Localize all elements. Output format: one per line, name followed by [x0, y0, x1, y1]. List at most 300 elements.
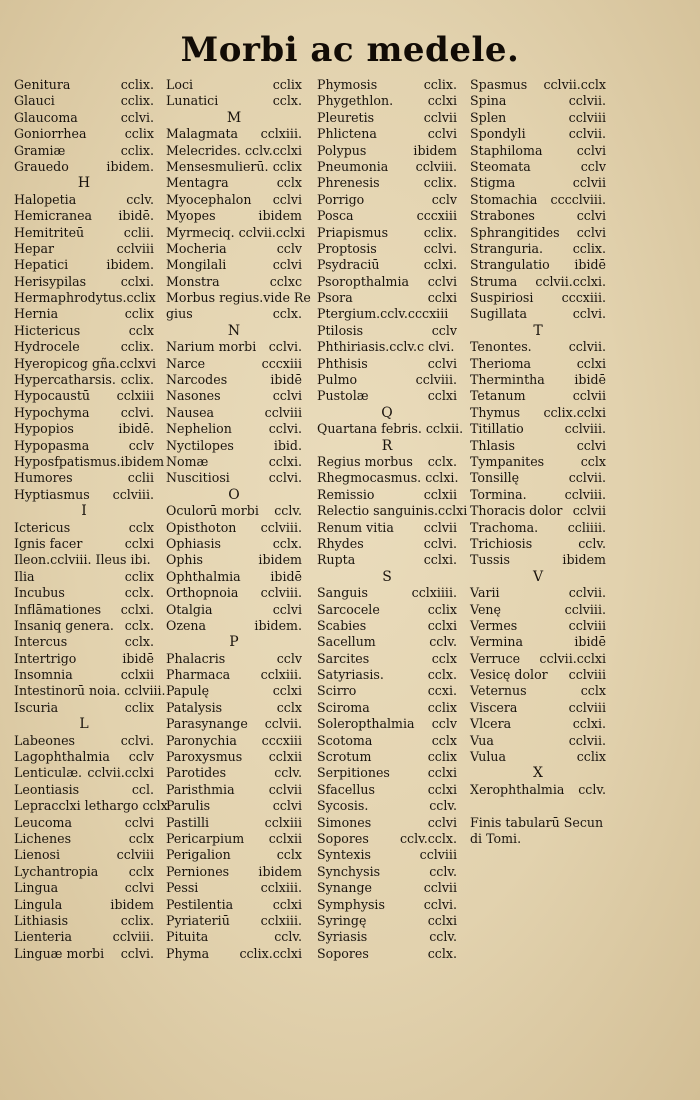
entry-page-ref: cclx.	[124, 634, 154, 650]
entry-term: Vua	[470, 732, 494, 748]
index-entry	[317, 782, 457, 798]
index-entry	[317, 225, 457, 241]
entry-page-ref: cccxiii	[261, 732, 302, 748]
entry-term: Opisthoton	[166, 519, 237, 535]
entry-term: Proptosis	[317, 240, 377, 256]
index-entry	[317, 946, 457, 962]
entry-term: Sugillata	[470, 306, 527, 322]
index-entry	[166, 438, 302, 454]
entry-term: Phygethlon.	[317, 93, 394, 109]
index-entry	[317, 651, 457, 667]
entry-page-ref: cclix.	[120, 372, 154, 388]
index-entry	[317, 815, 457, 831]
index-entry	[317, 143, 457, 159]
entry-term: Parotides	[166, 765, 227, 781]
entry-page-ref: cclix.	[423, 77, 457, 92]
entry-page-ref: cclviii.	[112, 929, 154, 945]
index-entry	[14, 831, 154, 847]
entry-term: Scrotum	[317, 749, 372, 765]
index-entry	[317, 323, 457, 339]
entry-page-ref: cclix.	[120, 77, 154, 92]
entry-term: Sanguis	[317, 585, 368, 601]
index-entry	[470, 175, 606, 191]
entry-page-ref: cclx.	[427, 453, 457, 469]
entry-page-ref: cccclviii.	[550, 191, 606, 207]
entry-term: Trachoma.	[470, 519, 539, 535]
index-entry	[14, 192, 154, 208]
entry-page-ref: cclxiii.	[260, 126, 302, 142]
index-entry	[166, 388, 302, 404]
entry-page-ref: cclix	[427, 601, 457, 617]
index-entry	[470, 110, 606, 126]
entry-term: Pastilli	[166, 814, 210, 830]
entry-page-ref: cclxi	[427, 912, 457, 928]
entry-term: Hictericus	[14, 322, 81, 338]
entry-page-ref: cclx	[431, 650, 457, 666]
index-entry	[317, 667, 457, 683]
index-entry	[317, 454, 457, 470]
index-entry: Hermaphrodytus.cclix	[14, 290, 156, 306]
entry-page-ref: cclx	[580, 683, 606, 699]
entry-page-ref: cclviii	[264, 404, 302, 420]
entry-page-ref: cclviii	[568, 699, 606, 715]
index-entry	[166, 716, 302, 732]
index-entry	[317, 798, 457, 814]
index-entry	[470, 585, 606, 601]
entry-term: Vermes	[470, 617, 518, 633]
entry-page-ref: cclx	[128, 830, 154, 846]
entry-term: Myrmeciq.	[166, 224, 235, 240]
index-entry	[470, 192, 606, 208]
index-entry	[470, 306, 606, 322]
entry-term: Symphysis	[317, 896, 385, 912]
entry-page-ref: cclix	[272, 77, 302, 92]
entry-term: Hypocaustū	[14, 388, 91, 404]
entry-term: Pericarpium	[166, 830, 245, 846]
entry-page-ref: ibidem	[110, 896, 154, 912]
entry-page-ref: cclix.	[120, 93, 154, 109]
entry-page-ref: cclv	[276, 650, 302, 666]
section-letter: R	[381, 437, 393, 454]
index-entry	[470, 683, 606, 699]
entry-page-ref: cclvi.	[423, 896, 457, 912]
index-entry	[470, 438, 606, 454]
index-entry	[317, 897, 457, 913]
entry-page-ref: cclvi	[272, 191, 302, 207]
entry-term: Stomachia	[470, 191, 538, 207]
entry-term: Suspiriosi	[470, 290, 534, 306]
entry-term: Splen	[470, 109, 507, 125]
entry-page-ref: cclxiii	[264, 814, 302, 830]
index-entry: Intestinorū noia. cclviii.	[14, 683, 166, 699]
index-entry	[14, 782, 154, 798]
entry-term: Venę	[470, 601, 501, 617]
entry-term: Otalgia	[166, 601, 213, 617]
entry-term: Pharmaca	[166, 667, 231, 683]
entry-term: Goniorrhea	[14, 126, 87, 142]
index-entry	[166, 143, 302, 159]
index-entry	[317, 372, 457, 388]
entry-term: Soleropthalmia	[317, 716, 415, 732]
index-entry	[14, 470, 154, 486]
entry-term: Spasmus	[470, 77, 528, 92]
entry-page-ref: cclvii	[268, 781, 302, 797]
entry-term: Scabies	[317, 617, 367, 633]
entry-term: Phymosis	[317, 77, 378, 92]
index-entry	[14, 257, 154, 273]
index-entry	[166, 815, 302, 831]
entry-page-ref: cclviii	[116, 847, 154, 863]
entry-term: Ilia	[14, 568, 35, 584]
entry-term: Pulmo	[317, 372, 358, 388]
index-entry: di Tomi.	[470, 830, 522, 846]
entry-term: Varii	[470, 585, 500, 601]
entry-page-ref: cclvii	[572, 175, 606, 191]
entry-page-ref: cclviii.	[564, 601, 606, 617]
entry-page-ref: cclvii	[423, 519, 457, 535]
entry-term: Psora	[317, 290, 353, 306]
entry-page-ref: ibidē	[574, 372, 606, 388]
index-entry	[317, 552, 457, 568]
entry-page-ref: cclx.	[272, 306, 302, 322]
index-entry	[166, 454, 302, 470]
index-entry	[166, 749, 302, 765]
entry-term: Mentagra	[166, 175, 229, 191]
index-entry	[166, 470, 302, 486]
entry-term: Priapismus	[317, 224, 389, 240]
entry-page-ref: cclvi	[272, 798, 302, 814]
index-entry	[166, 782, 302, 798]
index-entry	[166, 241, 302, 257]
index-entry	[470, 290, 606, 306]
entry-page-ref: cclv.	[274, 765, 302, 781]
section-letter: I	[81, 503, 87, 520]
entry-page-ref: cclviii.	[112, 486, 154, 502]
index-entry	[470, 93, 606, 109]
entry-page-ref: cclvi.	[120, 109, 154, 125]
index-entry	[14, 159, 154, 175]
entry-term: Satyriasis.	[317, 667, 384, 683]
entry-page-ref: cclvi.	[268, 470, 302, 486]
index-entry	[14, 520, 154, 536]
entry-term: Melecrides.	[166, 142, 241, 158]
entry-page-ref: cclvi	[272, 257, 302, 273]
index-entry	[166, 257, 302, 273]
entry-page-ref: cclviii.	[415, 372, 457, 388]
entry-term: Pituita	[166, 929, 209, 945]
entry-term: Veternus	[470, 683, 527, 699]
entry-term: Therioma	[470, 355, 532, 371]
entry-page-ref: cclvi	[427, 814, 457, 830]
entry-term: Ictericus	[14, 519, 71, 535]
section-letter: P	[229, 634, 239, 651]
entry-term: Gramiæ	[14, 142, 66, 158]
index-entry	[166, 208, 302, 224]
entry-page-ref: cclxii	[120, 667, 154, 683]
index-entry	[470, 634, 606, 650]
entry-term: Spina	[470, 93, 507, 109]
entry-page-ref: cclviii.	[260, 585, 302, 601]
entry-term: Stigma	[470, 175, 516, 191]
entry-page-ref: cclix	[272, 158, 302, 174]
entry-page-ref: cclxi	[272, 683, 302, 699]
entry-page-ref: cclii.	[123, 224, 154, 240]
index-entry	[470, 602, 606, 618]
entry-term: Sfacellus	[317, 781, 375, 797]
index-entry	[166, 175, 302, 191]
entry-page-ref: cclviii	[568, 617, 606, 633]
index-entry	[14, 405, 154, 421]
index-entry	[14, 880, 154, 896]
entry-term: Trichiosis	[470, 535, 533, 551]
entry-page-ref: cclv	[276, 240, 302, 256]
entry-term: Pleuretis	[317, 109, 375, 125]
entry-term: Viscera	[470, 699, 518, 715]
entry-term: Syriasis	[317, 929, 368, 945]
section-letter: T	[533, 322, 543, 339]
entry-page-ref: cclxi	[124, 535, 154, 551]
entry-term: Lichenes	[14, 830, 72, 846]
entry-page-ref: cclvi	[576, 437, 606, 453]
entry-page-ref: cclx	[128, 863, 154, 879]
index-entry	[470, 733, 606, 749]
entry-page-ref: cclvii.cclxi	[238, 224, 306, 240]
entry-term: Narcodes	[166, 372, 228, 388]
entry-page-ref: cclx.	[427, 667, 457, 683]
index-entry	[14, 946, 154, 962]
entry-term: Sarcocele	[317, 601, 380, 617]
entry-page-ref: cclix	[427, 699, 457, 715]
entry-term: Lingula	[14, 896, 63, 912]
entry-page-ref: cclviii.	[260, 519, 302, 535]
index-entry	[317, 880, 457, 896]
index-entry	[14, 126, 154, 142]
index-entry	[470, 356, 606, 372]
section-letter: Q	[381, 404, 393, 421]
index-entry	[317, 520, 457, 536]
entry-term: Verruce	[470, 650, 521, 666]
index-entry	[317, 847, 457, 863]
entry-term: Narium morbi	[166, 339, 257, 355]
entry-term: Struma	[470, 273, 518, 289]
index-entry	[470, 274, 606, 290]
index-entry	[166, 913, 302, 929]
index-entry	[14, 634, 154, 650]
entry-term: Sycosis.	[317, 798, 369, 814]
entry-term: Lienosi	[14, 847, 61, 863]
entry-term: Incubus	[14, 585, 65, 601]
entry-term: Insaniq genera.	[14, 617, 114, 633]
entry-page-ref: cclvi.	[268, 339, 302, 355]
entry-page-ref: cclv.	[578, 781, 606, 797]
index-entry	[14, 700, 154, 716]
index-entry	[470, 749, 606, 765]
index-entry	[166, 880, 302, 896]
entry-term: Hemitriteū	[14, 224, 85, 240]
entry-page-ref: cclv.	[578, 535, 606, 551]
entry-page-ref: cclxi.	[423, 552, 457, 568]
entry-page-ref: cclv.	[429, 634, 457, 650]
entry-page-ref: cclvii.	[568, 732, 606, 748]
index-entry	[470, 552, 606, 568]
entry-page-ref: cclvi.	[423, 535, 457, 551]
index-entry	[470, 470, 606, 486]
entry-page-ref: cclix	[427, 749, 457, 765]
index-entry	[166, 159, 302, 175]
entry-term: Nephelion	[166, 421, 232, 437]
index-entry	[14, 421, 154, 437]
entry-term: Malagmata	[166, 126, 239, 142]
entry-page-ref: ibidē	[574, 257, 606, 273]
entry-page-ref: cclviii	[568, 667, 606, 683]
index-entry	[166, 520, 302, 536]
entry-page-ref: ibidem	[413, 142, 457, 158]
entry-page-ref: cclvi	[124, 880, 154, 896]
entry-term: Nomæ	[166, 453, 209, 469]
index-entry	[166, 552, 302, 568]
entry-page-ref: cclxiii.	[260, 880, 302, 896]
entry-page-ref: cclv.	[274, 503, 302, 519]
index-entry	[14, 602, 154, 618]
entry-page-ref: ibidē.	[118, 421, 154, 437]
index-entry	[166, 569, 302, 585]
index-entry	[166, 700, 302, 716]
index-entry	[317, 634, 457, 650]
entry-page-ref: cclvi	[124, 814, 154, 830]
entry-term: Ignis facer	[14, 535, 83, 551]
index-entry	[14, 864, 154, 880]
index-entry	[470, 241, 606, 257]
entry-term: Phrenesis	[317, 175, 380, 191]
entry-term: Nausea	[166, 404, 215, 420]
entry-term: Serpitiones	[317, 765, 390, 781]
entry-term: Nasones	[166, 388, 221, 404]
entry-term: Herisypilas	[14, 273, 87, 289]
entry-term: Narce	[166, 355, 206, 371]
index-entry	[317, 683, 457, 699]
index-entry	[166, 356, 302, 372]
entry-page-ref: cclxc	[269, 273, 302, 289]
entry-page-ref: cclii	[127, 470, 154, 486]
entry-term: Porrigo	[317, 191, 365, 207]
index-entry	[166, 847, 302, 863]
entry-term: Ophthalmia	[166, 568, 241, 584]
entry-page-ref: cclvi	[576, 208, 606, 224]
entry-page-ref: cclxi.	[423, 257, 457, 273]
entry-page-ref: ibidē	[122, 650, 154, 666]
entry-page-ref: cclvii	[423, 109, 457, 125]
index-entry	[14, 143, 154, 159]
entry-page-ref: cclxii	[423, 486, 457, 502]
entry-page-ref: cclv	[128, 749, 154, 765]
entry-page-ref: cclvi	[427, 126, 457, 142]
index-entry	[470, 143, 606, 159]
entry-term: Renum vitia	[317, 519, 394, 535]
entry-page-ref: cclv	[431, 322, 457, 338]
entry-page-ref: ibidem	[562, 552, 606, 568]
index-entry	[14, 208, 154, 224]
index-entry	[317, 913, 457, 929]
index-entry	[317, 602, 457, 618]
entry-page-ref: cclvii.	[264, 716, 302, 732]
index-entry	[166, 274, 302, 290]
entry-term: Mocheria	[166, 240, 227, 256]
entry-term: Myopes	[166, 208, 216, 224]
entry-term: Nyctilopes	[166, 437, 234, 453]
index-entry	[166, 798, 302, 814]
entry-term: Ophiasis	[166, 535, 221, 551]
index-entry	[317, 93, 457, 109]
section-letter: L	[79, 716, 89, 733]
entry-page-ref: cclxi	[427, 93, 457, 109]
entry-page-ref: cclv	[431, 191, 457, 207]
index-entry: Phthiriasis.cclv.c clvi.	[317, 339, 455, 355]
index-entry	[470, 454, 606, 470]
entry-page-ref: ccliiii.	[567, 519, 606, 535]
index-entry	[14, 306, 154, 322]
entry-page-ref: cclix	[124, 568, 154, 584]
entry-page-ref: cclv.	[126, 191, 154, 207]
entry-page-ref: cclv.	[429, 863, 457, 879]
entry-term: Phalacris	[166, 650, 226, 666]
entry-page-ref: cclxiii.	[260, 912, 302, 928]
index-entry	[317, 716, 457, 732]
entry-term: Phlictena	[317, 126, 377, 142]
index-entry	[317, 126, 457, 142]
entry-page-ref: cclvi.	[572, 306, 606, 322]
entry-term: Loci	[166, 77, 194, 92]
entry-term: Mensesmulierū.	[166, 158, 269, 174]
entry-page-ref: cclx	[580, 453, 606, 469]
entry-page-ref: cclxi.	[425, 470, 459, 486]
index-entry	[14, 339, 154, 355]
entry-term: Tonsillę	[470, 470, 520, 486]
index-entry	[470, 126, 606, 142]
index-column-4	[470, 77, 606, 847]
entry-page-ref: cclix.	[120, 142, 154, 158]
index-entry	[14, 274, 154, 290]
entry-page-ref: cclxi.	[572, 716, 606, 732]
entry-term: Tetanum	[470, 388, 526, 404]
entry-term: Genitura	[14, 77, 71, 92]
entry-page-ref: cclv.	[274, 929, 302, 945]
entry-page-ref: cclviii	[568, 109, 606, 125]
entry-page-ref: ibidem	[258, 863, 302, 879]
index-entry	[14, 77, 154, 93]
entry-page-ref: cclxi	[427, 781, 457, 797]
index-entry	[470, 225, 606, 241]
index-entry	[470, 618, 606, 634]
index-entry	[470, 667, 606, 683]
entry-term: Lenticulæ.	[14, 765, 83, 781]
index-entry	[14, 897, 154, 913]
entry-term: Papulę	[166, 683, 210, 699]
index-entry	[166, 503, 302, 519]
index-entry	[166, 618, 302, 634]
index-entry	[14, 913, 154, 929]
entry-page-ref: cccxiii	[261, 355, 302, 371]
index-column-3	[317, 77, 468, 962]
entry-term: Parasynange	[166, 716, 248, 732]
index-entry	[317, 536, 457, 552]
entry-page-ref: cclvii.cclxi.	[535, 273, 606, 289]
entry-term: Hernia	[14, 306, 59, 322]
entry-term: Psydraciū	[317, 257, 380, 273]
index-entry	[166, 765, 302, 781]
entry-term: gius	[166, 306, 193, 322]
entry-page-ref: cclvii.	[568, 470, 606, 486]
entry-term: Rupta	[317, 552, 356, 568]
